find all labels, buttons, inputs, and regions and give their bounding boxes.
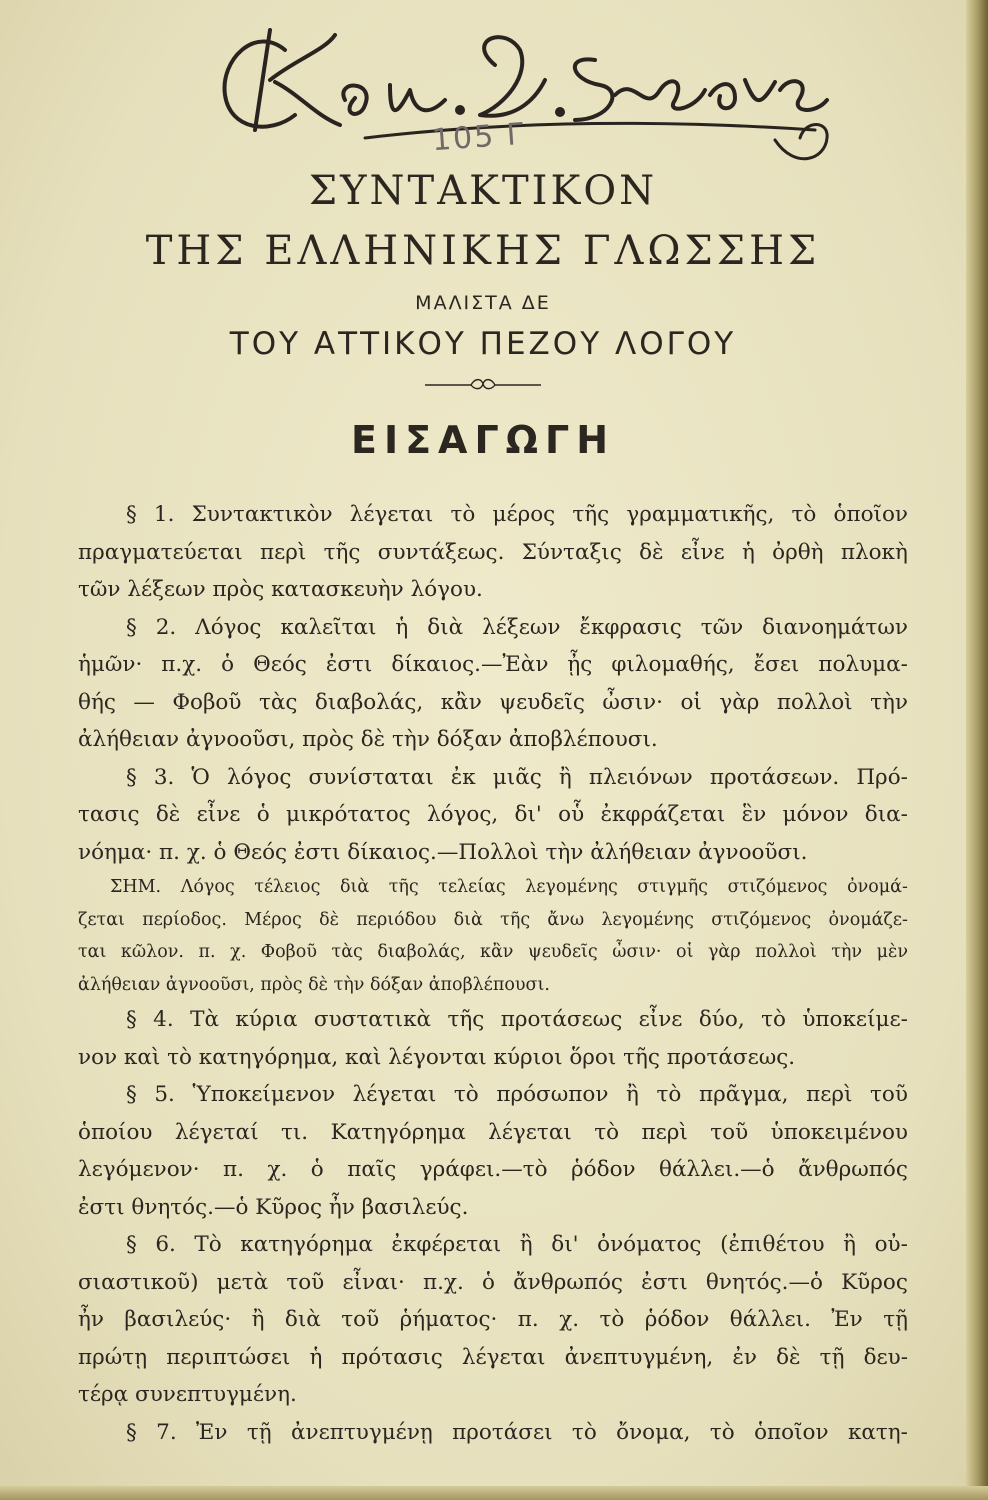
word: Συντακτικὸν bbox=[191, 502, 333, 527]
word: μόνον bbox=[782, 802, 849, 827]
word: Ὑποκείμενον bbox=[192, 1082, 336, 1107]
word: § bbox=[126, 1082, 137, 1107]
word: λέγεται bbox=[349, 502, 434, 527]
word: 7. bbox=[156, 1419, 177, 1445]
line-text: νόημα· π. χ. ὁ Θεός ἐστι δίκαιος.—Πολλοὶ τὴν ἀλήθειαν ἀγνοοῦσι. bbox=[78, 839, 808, 865]
word: κύρια bbox=[235, 1007, 298, 1032]
word: ὦσιν· bbox=[602, 689, 663, 715]
text-line bbox=[78, 571, 908, 609]
body-text bbox=[78, 496, 908, 1451]
word: ἄνθρωπός bbox=[798, 1157, 908, 1182]
word: ὀνομάζε- bbox=[828, 909, 908, 930]
word: λέξεων bbox=[482, 614, 561, 640]
word: ὁποίου bbox=[78, 1119, 153, 1145]
word: Τὰ bbox=[190, 1007, 219, 1032]
word: ὄνομα, bbox=[616, 1419, 691, 1445]
text-line bbox=[78, 1151, 908, 1189]
word: εἶνε bbox=[638, 1007, 683, 1032]
word: ἔσει bbox=[753, 652, 800, 677]
word: § bbox=[126, 502, 137, 527]
word: ἔκφρασις bbox=[579, 614, 682, 640]
word: ὁ bbox=[310, 1157, 324, 1182]
word: στιγμῆς bbox=[637, 877, 708, 897]
word: ῥήματος· bbox=[399, 1307, 498, 1332]
word: τῇ bbox=[883, 1307, 908, 1332]
text-line bbox=[78, 759, 908, 797]
line-text: τέρᾳ συνεπτυγμένη. bbox=[78, 1382, 297, 1407]
line-text: ἀλήθειαν ἀγνοοῦσι, πρὸς δὲ τὴν δόξαν ἀποβλέπουσι. bbox=[78, 727, 658, 752]
word: κἂν bbox=[480, 942, 514, 962]
word: πλειόνων bbox=[588, 764, 693, 790]
word: τῆς bbox=[388, 877, 419, 897]
note-line bbox=[78, 969, 908, 1002]
word: γράφει.—τὸ bbox=[419, 1157, 548, 1182]
word: τῆς bbox=[323, 539, 361, 565]
word: σιαστικοῦ) bbox=[78, 1269, 199, 1295]
word: ἄνθρωπός bbox=[513, 1269, 623, 1295]
word: π.χ. bbox=[161, 652, 203, 677]
text-line bbox=[78, 1189, 908, 1227]
word: τῆς bbox=[572, 502, 610, 527]
text-line bbox=[78, 1001, 908, 1039]
word: βασιλεύς· bbox=[124, 1307, 232, 1332]
text-line bbox=[78, 534, 908, 572]
text-line bbox=[78, 1039, 908, 1077]
word: κἂν bbox=[440, 689, 482, 715]
word: συντάξεως. bbox=[377, 539, 505, 565]
word: § bbox=[126, 1007, 137, 1032]
word: τὰς bbox=[258, 689, 298, 715]
text-line bbox=[78, 834, 908, 872]
word: κατη- bbox=[847, 1419, 908, 1445]
word: π. bbox=[198, 942, 216, 962]
word: 6. bbox=[155, 1232, 176, 1257]
word: θνητός.—ὁ bbox=[705, 1269, 823, 1295]
word: ἡ bbox=[309, 1344, 323, 1370]
word: Θεός bbox=[253, 652, 307, 677]
word: 4. bbox=[153, 1007, 174, 1032]
word: εἶναι· bbox=[342, 1269, 405, 1295]
word: πολυμα- bbox=[818, 652, 908, 677]
word: τὸ bbox=[791, 502, 817, 527]
word: λέγεται bbox=[488, 1119, 572, 1145]
word: ἢ bbox=[626, 1082, 639, 1107]
word: ἀνεπτυγμένῃ bbox=[291, 1419, 433, 1445]
word: ἐν bbox=[732, 1344, 757, 1370]
word: ὑποκείμε- bbox=[802, 1007, 908, 1032]
word: συστατικὰ bbox=[313, 1007, 432, 1032]
word: Λόγος bbox=[180, 877, 235, 897]
word: χ. bbox=[559, 1307, 580, 1332]
word: τέλειος bbox=[254, 877, 321, 897]
text-line bbox=[78, 609, 908, 647]
word: τοῦ bbox=[710, 1119, 749, 1145]
word: ὀρθὴ bbox=[772, 539, 824, 565]
word: τὸ bbox=[594, 1119, 620, 1145]
word: § bbox=[126, 1419, 137, 1445]
word: δύο, bbox=[698, 1007, 745, 1032]
word: ἢ bbox=[519, 1232, 533, 1257]
word: Τὸ bbox=[194, 1232, 222, 1257]
word: ἢ bbox=[843, 1232, 857, 1257]
word: τῶν bbox=[700, 614, 744, 640]
word: λόγος, bbox=[426, 802, 499, 827]
text-line bbox=[78, 1339, 908, 1377]
word: π. bbox=[517, 1307, 539, 1332]
word: περὶ bbox=[641, 1119, 688, 1145]
word: λέγεταί bbox=[174, 1119, 259, 1145]
word: ψευδεῖς bbox=[527, 942, 598, 962]
word: § bbox=[126, 614, 137, 640]
word: τελείας bbox=[438, 877, 506, 897]
word: περὶ bbox=[806, 1082, 853, 1107]
text-line bbox=[78, 1301, 908, 1339]
word: γὰρ bbox=[707, 942, 741, 962]
note-line bbox=[78, 904, 908, 937]
text-line bbox=[78, 796, 908, 834]
word: λέγεται bbox=[352, 1082, 437, 1107]
word: συνίσταται bbox=[308, 764, 434, 790]
word: θής bbox=[78, 689, 116, 715]
line-text: τῶν λέξεων πρὸς κατασκευὴν λόγου. bbox=[78, 577, 483, 602]
word: θάλλει.—ὁ bbox=[659, 1157, 775, 1182]
word: τὸ bbox=[599, 1307, 625, 1332]
word: μετὰ bbox=[216, 1269, 269, 1295]
word: ὁ bbox=[256, 802, 270, 827]
word: δι' bbox=[514, 802, 542, 827]
word: τῆς bbox=[447, 1007, 485, 1032]
word: περιπτώσει bbox=[166, 1344, 291, 1370]
text-line bbox=[78, 1226, 908, 1264]
word: προτάσεων. bbox=[709, 764, 840, 790]
word: ὁ bbox=[221, 652, 235, 677]
word: ψευδεῖς bbox=[499, 689, 585, 715]
word: ὦσιν· bbox=[612, 942, 662, 962]
word: ΣΗΜ. bbox=[110, 877, 162, 897]
word: Ὁ bbox=[191, 764, 210, 790]
word: διανοημάτων bbox=[762, 614, 908, 640]
text-line bbox=[78, 1264, 908, 1302]
word: ἄνω bbox=[547, 909, 585, 930]
word: διὰ bbox=[427, 614, 464, 640]
word: τὸ bbox=[709, 1419, 735, 1445]
word: διαβολάς, bbox=[377, 942, 466, 962]
word: μιᾶς bbox=[492, 764, 542, 790]
word: ἐκφέρεται bbox=[391, 1232, 502, 1257]
word: πρᾶγμα, bbox=[698, 1082, 789, 1107]
word: δὲ bbox=[776, 1344, 801, 1370]
word: τὸ bbox=[761, 1007, 786, 1032]
line-text: νον καὶ τὸ κατηγόρημα, καὶ λέγονται κύριοι ὅροι τῆς προτάσεως. bbox=[78, 1044, 796, 1070]
text-line bbox=[78, 1076, 908, 1114]
text-line bbox=[78, 1376, 908, 1414]
word: διὰ bbox=[453, 909, 483, 930]
word: ἐστι bbox=[641, 1269, 688, 1295]
word: ἢ bbox=[251, 1307, 265, 1332]
word: ἓν bbox=[741, 802, 767, 827]
page-edge-bottom bbox=[0, 1486, 988, 1500]
word: δι' bbox=[551, 1232, 579, 1257]
word: (ἐπιθέτου bbox=[720, 1232, 825, 1257]
word: γραμματικῆς, bbox=[626, 502, 775, 527]
word: οἱ bbox=[680, 689, 702, 715]
word: ῥόδον bbox=[644, 1307, 710, 1332]
word: δευ- bbox=[863, 1344, 908, 1370]
word: περὶ bbox=[260, 539, 307, 565]
text-line bbox=[78, 496, 908, 534]
pencil-number: 105 Γ bbox=[430, 116, 527, 159]
word: — bbox=[133, 689, 155, 715]
text-line bbox=[78, 1414, 908, 1452]
word: οὐ- bbox=[874, 1232, 908, 1257]
text-line bbox=[78, 721, 908, 759]
word: τι. bbox=[280, 1119, 309, 1145]
word: ἡ bbox=[395, 614, 409, 640]
word: ται bbox=[78, 942, 107, 962]
word: λεγομένης bbox=[525, 877, 618, 897]
word: ἦν bbox=[78, 1307, 104, 1332]
word: ἡμῶν· bbox=[78, 652, 143, 677]
word: § bbox=[126, 764, 137, 790]
word: τοῦ bbox=[870, 1082, 908, 1107]
word: ἐστι bbox=[325, 652, 373, 677]
word: περίοδος. bbox=[142, 909, 227, 930]
word: 3. bbox=[153, 764, 175, 790]
word: ῥόδον bbox=[571, 1157, 636, 1182]
word: διὰ bbox=[339, 877, 370, 897]
word: Λόγος bbox=[195, 614, 262, 640]
word: λεγόμενον· bbox=[78, 1157, 200, 1182]
book-subtitle-2: ΜΑΛΙΣΤΑ ΔΕ bbox=[415, 292, 551, 314]
word: τὸ bbox=[656, 1082, 682, 1107]
word: ὀνόματος bbox=[597, 1232, 702, 1257]
word: τὴν bbox=[831, 942, 863, 962]
word: πολλοὶ bbox=[776, 689, 853, 715]
word: διαβολάς, bbox=[314, 689, 424, 715]
word: Μέρος bbox=[244, 909, 302, 930]
word: μὲν bbox=[876, 942, 908, 962]
word: τοῦ bbox=[286, 1269, 325, 1295]
word: πρότασις bbox=[341, 1344, 443, 1370]
word: τῆς bbox=[500, 909, 531, 930]
word: ζεται bbox=[78, 909, 125, 930]
word: λέγεται bbox=[461, 1344, 546, 1370]
word: κατηγόρημα bbox=[240, 1232, 373, 1257]
word: στιζόμενος bbox=[727, 877, 828, 897]
word: γὰρ bbox=[719, 689, 760, 715]
word: 5. bbox=[154, 1082, 175, 1107]
word: πολλοὶ bbox=[755, 942, 817, 962]
word: 2. bbox=[155, 614, 177, 640]
word: τὸ bbox=[571, 1419, 597, 1445]
word: τὸ bbox=[450, 502, 476, 527]
word: κῶλον. bbox=[120, 942, 184, 962]
word: π.χ. bbox=[423, 1269, 464, 1295]
word: τοῦ bbox=[341, 1307, 380, 1332]
word: Ἐν bbox=[831, 1307, 863, 1332]
book-title: ΣΥΝΤΑΚΤΙΚΟΝ bbox=[308, 168, 658, 214]
line-text: ἐστι θνητός.—ὁ Κῦρος ἦν βασιλεύς. bbox=[78, 1194, 469, 1220]
word: ἐκφράζεται bbox=[600, 802, 726, 827]
word: ἢ bbox=[558, 764, 572, 790]
ornament-divider bbox=[423, 376, 543, 392]
note-line bbox=[78, 871, 908, 904]
word: εἶνε bbox=[196, 802, 241, 827]
word: Πρό- bbox=[856, 764, 908, 790]
word: προτάσεως bbox=[500, 1007, 623, 1032]
word: Σύνταξις bbox=[521, 539, 622, 565]
text-line bbox=[78, 646, 908, 684]
word: δια- bbox=[864, 802, 908, 827]
word: ὑποκειμένου bbox=[770, 1119, 908, 1145]
word: μικρότατος bbox=[285, 802, 411, 827]
word: τὴν bbox=[870, 689, 908, 715]
word: πρόσωπον bbox=[496, 1082, 609, 1107]
text-line bbox=[78, 684, 908, 722]
word: χ. bbox=[267, 1157, 288, 1182]
word: τὸ bbox=[453, 1082, 479, 1107]
book-subtitle: ΤΗΣ ΕΛΛΗΝΙΚΗΣ ΓΛΩΣΣΗΣ bbox=[145, 228, 821, 274]
word: διὰ bbox=[284, 1307, 321, 1332]
section-heading: ΕΙΣΑΓΩΓΗ bbox=[351, 418, 615, 462]
word: Φοβοῦ bbox=[172, 689, 242, 715]
word: παῖς bbox=[347, 1157, 397, 1182]
word: λόγος bbox=[226, 764, 292, 790]
word: π. bbox=[223, 1157, 245, 1182]
word: ἡ bbox=[741, 539, 755, 565]
word: οὗ bbox=[558, 802, 585, 827]
word: τῇ bbox=[246, 1419, 272, 1445]
line-text: ἀλήθειαν ἀγνοοῦσι, πρὸς δὲ τὴν δόξαν ἀποβλέπουσι. bbox=[78, 974, 550, 995]
word: δίκαιος.—Ἐὰν bbox=[391, 652, 549, 677]
signature-text: Καν. Δ. Στεφανούσης bbox=[215, 5, 389, 24]
word: Φοβοῦ bbox=[260, 942, 317, 962]
text-line bbox=[78, 1114, 908, 1152]
word: ᾖς bbox=[567, 652, 593, 677]
word: Κῦρος bbox=[841, 1269, 908, 1295]
word: τὰς bbox=[331, 942, 363, 962]
word: ἀνεπτυγμένη, bbox=[564, 1344, 714, 1370]
word: οἱ bbox=[676, 942, 694, 962]
word: 1. bbox=[153, 502, 175, 527]
word: § bbox=[126, 1232, 137, 1257]
word: ὁ bbox=[482, 1269, 495, 1295]
word: πλοκὴ bbox=[840, 539, 908, 565]
word: περιόδου bbox=[356, 909, 437, 930]
word: δὲ bbox=[319, 909, 340, 930]
word: ὁποῖον bbox=[833, 502, 908, 527]
word: τασις bbox=[78, 802, 140, 827]
word: θάλλει. bbox=[729, 1307, 811, 1332]
book-subtitle-3: ΤΟΥ ΑΤΤΙΚΟΥ ΠΕΖΟΥ ΛΟΓΟΥ bbox=[229, 326, 737, 362]
word: τῇ bbox=[819, 1344, 845, 1370]
word: στιζόμενος bbox=[711, 909, 812, 930]
word: πρώτῃ bbox=[78, 1344, 148, 1370]
word: Κατηγόρημα bbox=[330, 1119, 466, 1145]
page-edge-right bbox=[966, 0, 988, 1500]
word: χ. bbox=[230, 942, 247, 962]
word: ὁποῖον bbox=[754, 1419, 829, 1445]
word: μέρος bbox=[492, 502, 556, 527]
word: ἐκ bbox=[450, 764, 476, 790]
word: δὲ bbox=[155, 802, 181, 827]
word: καλεῖται bbox=[280, 614, 377, 640]
word: εἶνε bbox=[680, 539, 725, 565]
note-line bbox=[78, 936, 908, 969]
word: προτάσει bbox=[452, 1419, 553, 1445]
word: ὀνομά- bbox=[847, 877, 908, 897]
word: πραγματεύεται bbox=[78, 539, 243, 565]
word: Ἐν bbox=[196, 1419, 228, 1445]
word: φιλομαθής, bbox=[611, 652, 735, 677]
word: λεγομένης bbox=[601, 909, 694, 930]
word: δὲ bbox=[639, 539, 664, 565]
